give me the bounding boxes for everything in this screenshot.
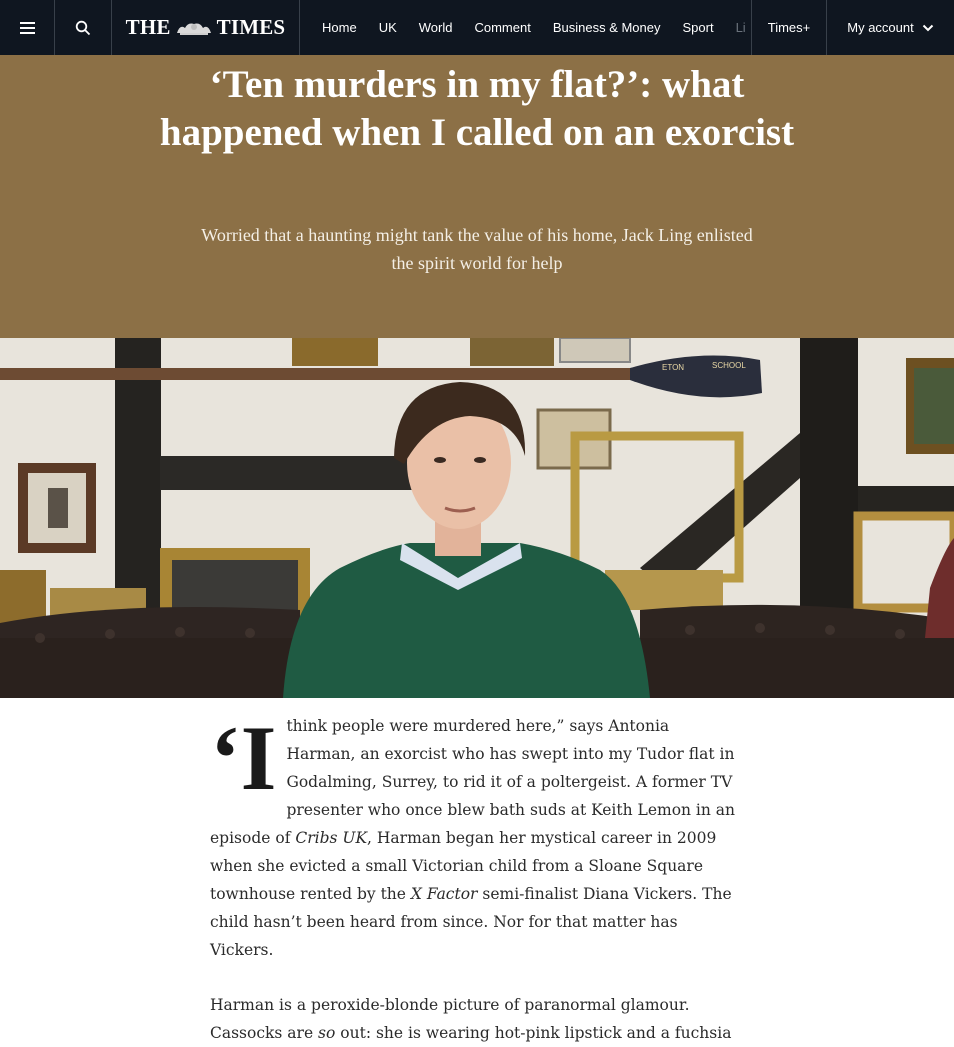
p1-text-a: think people were murdered here,” says Antonia Harman, an exorcist who has swept into my Tudor flat in Godalming, Surrey, to rid it of a poltergeist. A former TV presenter who once blew bath suds at Keith Lemon in an episode of bbox=[210, 717, 736, 847]
menu-button[interactable] bbox=[0, 0, 55, 55]
p2-italic-so: so bbox=[318, 1024, 336, 1042]
times-plus-label: Times+ bbox=[767, 20, 811, 35]
drop-cap: ‘I bbox=[210, 707, 277, 809]
nav-link-business-money[interactable]: Business & Money bbox=[552, 20, 661, 35]
top-nav bbox=[0, 0, 954, 55]
my-account-button[interactable] bbox=[827, 0, 954, 55]
logo-text-left: THE bbox=[125, 15, 171, 39]
oar-text-school: SCHOOL bbox=[712, 361, 746, 370]
lead-photo-illustration bbox=[0, 338, 954, 698]
article-standfirst: Worried that a haunting might tank the value of his home, Jack Ling enlisted the spirit world for help bbox=[201, 225, 753, 273]
nav-link-uk[interactable]: UK bbox=[378, 20, 397, 35]
logo-text-right: TIMES bbox=[216, 15, 286, 39]
nav-link-comment[interactable]: Comment bbox=[474, 20, 531, 35]
article-paragraph bbox=[210, 707, 740, 964]
p2-text-b: out: she is wearing hot-pink lipstick and a fuchsia bbox=[335, 1024, 732, 1042]
search-button[interactable] bbox=[55, 0, 112, 55]
p1-text-c: semi-finalist Diana Vickers. The child hasn’t been heard from since. Nor for that matter has Vickers. bbox=[210, 885, 732, 959]
search-icon bbox=[75, 20, 91, 36]
nav-link-world[interactable]: World bbox=[418, 20, 453, 35]
p1-italic-show: Cribs UK bbox=[295, 829, 368, 847]
times-plus-link[interactable] bbox=[752, 0, 827, 55]
lead-photo bbox=[0, 338, 954, 698]
article-header bbox=[0, 55, 954, 338]
chevron-down-icon bbox=[922, 24, 934, 32]
oar-text-eton: ETON bbox=[662, 363, 685, 372]
article-headline: ‘Ten murders in my flat?’: what happened when I called on an exorcist bbox=[159, 63, 795, 154]
nav-link-home[interactable]: Home bbox=[322, 20, 357, 35]
article-paragraph bbox=[210, 991, 740, 1047]
nav-link-sport[interactable]: Sport bbox=[682, 20, 714, 35]
section-links bbox=[300, 0, 752, 55]
royal-crest-icon bbox=[174, 19, 214, 37]
times-logo[interactable] bbox=[112, 0, 300, 55]
nav-link-life-truncated[interactable]: Li bbox=[735, 20, 746, 35]
p1-text-b: , Harman began her mystical career in 2009 when she evicted a small Victorian child from a Sloane Square townhouse rented by the bbox=[210, 829, 717, 903]
p1-italic-xfactor: X Factor bbox=[410, 885, 478, 903]
hamburger-menu-icon bbox=[20, 19, 35, 37]
my-account-label: My account bbox=[847, 20, 914, 35]
article-body bbox=[210, 707, 740, 1047]
p2-text-a: Harman is a peroxide-blonde picture of paranormal glamour. Cassocks are bbox=[210, 996, 690, 1042]
